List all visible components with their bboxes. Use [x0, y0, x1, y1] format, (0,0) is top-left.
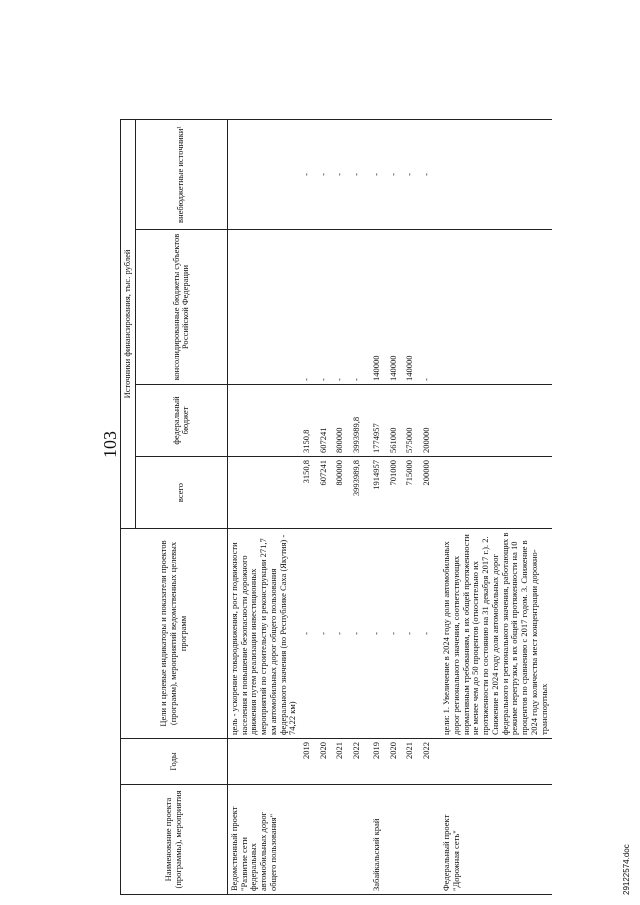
header-goals: Цели и целевые индикаторы и показатели проектов (программ), мероприятий ведомственных целевых программ: [121, 529, 228, 739]
table-row: [300, 120, 370, 895]
header-years: Годы: [121, 739, 228, 785]
document-code: 29122574.doc: [622, 844, 631, 895]
funding-table: [120, 119, 552, 895]
header-federal: федеральный бюджет: [135, 385, 227, 457]
section-name: Забайкальский край: [370, 785, 440, 895]
section-name: Ведомственный проект "Развитие сети федеральных автомобильных дорог общего пользования": [227, 785, 300, 895]
table-row: [370, 120, 440, 895]
section-goal: цели: 1. Увеличение в 2024 году доли автомобильных дорог регионального значения, соответствующих нормативным требованиям, в их общей протяженности не менее чем до 50 процентов (относительно их протяженности по состоянию на 31 декабря 2017 г.). 2. Снижение в 2024 году доли автомобильных дорог федерального и регионального значения, работающих в режиме перегрузки, в их общей протяженности на 10 процентов по сравнению с 2017 годом. 3. Снижение в 2024 году количества мест концентрации дорожно-транспортных: [440, 529, 551, 739]
section-name: Федеральный проект "Дорожная сеть": [440, 785, 551, 895]
header-name: Наименование проекта (программы), мероприятия: [121, 785, 228, 895]
regional-cell: 140000 140000 140000 -: [370, 230, 440, 385]
federal-cell: 3150,8 607241 800000 3993989,8: [300, 385, 370, 457]
federal-cell: 1774957 561000 575000 200000: [370, 385, 440, 457]
page-number: 103: [100, 431, 120, 458]
header-offbudget: внебюджетные источники¹: [135, 120, 227, 230]
section-row: [440, 120, 551, 895]
header-row-1: [121, 120, 136, 895]
section-goal: цель - ускорение товародвижения, рост подвижности населения и повышение безопасности дорожного движения путем реализации инвестиционных мероприятий по строительству и реконструкции 271,7 км автомобильных дорог общего пользования федерального значения (по Республике Саха (Якутия) - 74,22 км): [227, 529, 300, 739]
regional-cell: - - - -: [300, 230, 370, 385]
indicator-cell: - - - -: [370, 529, 440, 739]
year-cell: 2019 2020 2021 2022: [370, 739, 440, 785]
total-cell: 3150,8 607241 800000 3993989,8: [300, 457, 370, 529]
indicator-cell: - - - -: [300, 529, 370, 739]
header-total: всего: [135, 457, 227, 529]
offbudget-cell: - - - -: [300, 120, 370, 230]
year-cell: 2019 2020 2021 2022: [300, 739, 370, 785]
total-cell: 1914957 701000 715000 200000: [370, 457, 440, 529]
header-regional: консолидированные бюджеты субъектов Российской Федерации: [135, 230, 227, 385]
section-row: [227, 120, 300, 895]
offbudget-cell: - - - -: [370, 120, 440, 230]
header-sources: Источники финансирования, тыс. рублей: [121, 120, 136, 529]
